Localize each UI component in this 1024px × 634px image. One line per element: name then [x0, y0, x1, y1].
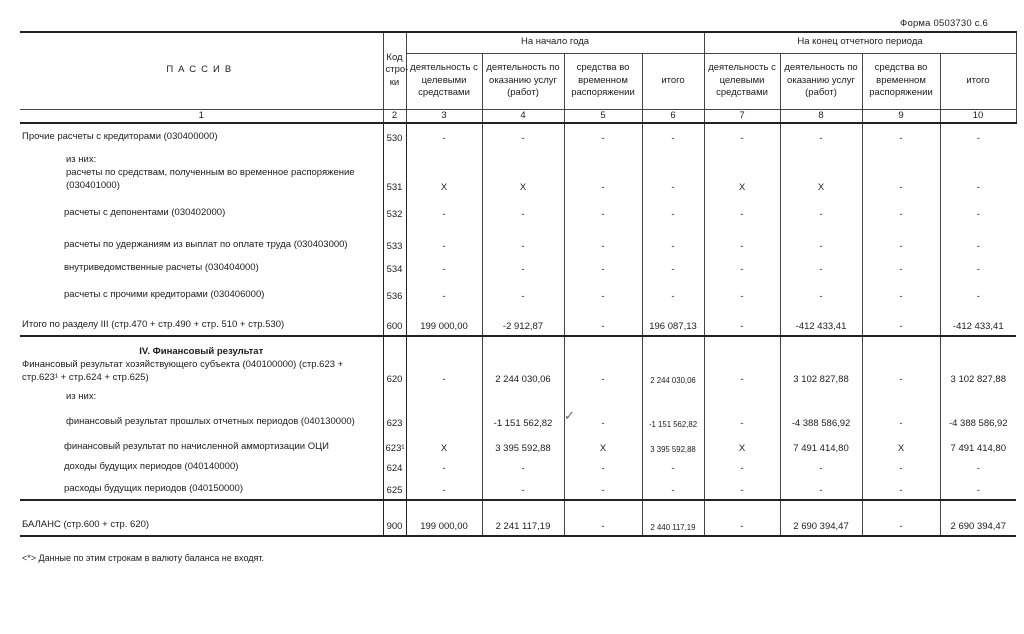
cell-value: 196 087,13	[642, 305, 704, 336]
cell-value: -	[564, 196, 642, 223]
cell-value: X	[406, 147, 482, 196]
cell-value: -	[704, 278, 780, 305]
row-code: 531	[383, 147, 406, 196]
cell-value: -	[564, 123, 642, 147]
column-number: 9	[862, 109, 940, 123]
cell-value: -	[642, 123, 704, 147]
cell-value: -	[862, 336, 940, 388]
cell-value: -	[940, 457, 1016, 477]
cell-value: -	[940, 147, 1016, 196]
column-number: 5	[564, 109, 642, 123]
header-start-targeted: деятельность с целевыми средствами	[406, 53, 482, 109]
column-number: 4	[482, 109, 564, 123]
cell-value: -	[862, 223, 940, 255]
cell-value: -	[862, 123, 940, 147]
header-start-temporary: средства во временном распоряжении	[564, 53, 642, 109]
header-start-total: итого	[642, 53, 704, 109]
cell-value: -	[564, 336, 642, 388]
cell-value: -	[862, 477, 940, 500]
cell-value: -	[780, 223, 862, 255]
row-label: Итого по разделу III (стр.470 + стр.490 + стр. 510 + стр.530)	[20, 305, 383, 336]
cell-value: 199 000,00	[406, 305, 482, 336]
cell-value: -	[564, 255, 642, 278]
column-number: 6	[642, 109, 704, 123]
cell-value: 3 102 827,88	[940, 336, 1016, 388]
balance-table	[20, 31, 1017, 537]
cell-value: -	[780, 123, 862, 147]
cell-value: X	[704, 147, 780, 196]
cell-value: -4 388 586,92	[780, 388, 862, 432]
table-row	[20, 223, 1016, 255]
row-label	[20, 388, 383, 432]
cell-value: 3 395 592,88	[482, 432, 564, 457]
cell-value: -	[780, 255, 862, 278]
table-row	[20, 196, 1016, 223]
cell-value: -	[642, 223, 704, 255]
cell-value: -	[406, 457, 482, 477]
cell-value: -4 388 586,92	[940, 388, 1016, 432]
row-code: 624	[383, 457, 406, 477]
cell-value: 3 395 592,88	[642, 432, 704, 457]
table-row	[20, 336, 1016, 388]
cell-value: -	[862, 500, 940, 536]
cell-value: -	[704, 457, 780, 477]
section-title: IV. Финансовый результат	[139, 346, 264, 358]
cell-value: -	[704, 223, 780, 255]
header-passiv: ПАССИВ	[20, 32, 383, 109]
table-row	[20, 255, 1016, 278]
cell-value: X	[482, 147, 564, 196]
cell-value: -	[704, 255, 780, 278]
column-number: 3	[406, 109, 482, 123]
row-code: 530	[383, 123, 406, 147]
row-prefix: из них:	[66, 390, 97, 402]
row-label: расходы будущих периодов (040150000)	[20, 477, 383, 500]
cell-value: -	[564, 500, 642, 536]
footnote: <*> Данные по этим строкам в валюту баланса не входят.	[22, 553, 264, 563]
row-code: 625	[383, 477, 406, 500]
row-label	[20, 336, 383, 388]
cell-value: -	[642, 196, 704, 223]
row-label	[20, 147, 383, 196]
row-label-text: Финансовый результат хозяйствующего субъекта (040100000) (стр.623 + стр.623¹ + стр.624 + стр.625)	[22, 358, 344, 383]
table-row	[20, 500, 1016, 536]
row-label: Прочие расчеты с кредиторами (030400000)	[22, 130, 218, 142]
column-number-row	[20, 109, 1016, 123]
cell-value: -	[780, 278, 862, 305]
cell-value: -	[564, 457, 642, 477]
cell-value: -	[862, 278, 940, 305]
header-code: Код стро-ки	[383, 32, 406, 109]
header-end-targeted: деятельность с целевыми средствами	[704, 53, 780, 109]
cell-value: -	[564, 147, 642, 196]
cell-value: -	[642, 278, 704, 305]
row-label-text: финансовый результат прошлых отчетных периодов (040130000)	[66, 415, 355, 427]
cell-value: -	[940, 255, 1016, 278]
cell-value: -	[482, 255, 564, 278]
cell-value: X	[406, 432, 482, 457]
cell-value: X	[780, 147, 862, 196]
cell-value	[406, 388, 482, 432]
cell-value: -	[780, 457, 862, 477]
cell-value: -	[482, 196, 564, 223]
row-label: БАЛАНС (стр.600 + стр. 620)	[20, 500, 383, 536]
cell-value: -	[482, 477, 564, 500]
row-label: внутриведомственные расчеты (030404000)	[64, 261, 259, 273]
cell-value: -	[862, 388, 940, 432]
cell-value: -	[564, 477, 642, 500]
row-label: расчеты с депонентами (030402000)	[64, 206, 226, 218]
cell-value: -	[704, 388, 780, 432]
cell-value: -	[406, 196, 482, 223]
row-code: 623¹	[383, 432, 406, 457]
row-code: 532	[383, 196, 406, 223]
cell-value: -	[406, 255, 482, 278]
cell-value: -	[564, 278, 642, 305]
header-end-total: итого	[940, 53, 1016, 109]
cell-value: -	[862, 147, 940, 196]
cell-value: -	[704, 123, 780, 147]
form-reference: Форма 0503730 с.6	[900, 18, 988, 29]
table-row	[20, 432, 1016, 457]
row-label: доходы будущих периодов (040140000)	[64, 460, 239, 472]
header-start-of-year: На начало года	[406, 32, 704, 53]
row-code: 534	[383, 255, 406, 278]
row-code: 623	[383, 388, 406, 432]
cell-value: 199 000,00	[406, 500, 482, 536]
cell-value: -	[482, 123, 564, 147]
table-row	[20, 278, 1016, 305]
row-prefix: из них:	[66, 154, 97, 166]
row-label: расчеты по удержаниям из выплат по оплате труда (030403000)	[64, 238, 348, 250]
cell-value: -	[564, 388, 642, 432]
cell-value: -	[406, 123, 482, 147]
cell-value: 2 244 030,06	[642, 336, 704, 388]
cell-value: X	[862, 432, 940, 457]
column-number: 7	[704, 109, 780, 123]
column-number: 1	[20, 109, 383, 123]
checkmark-icon: ✓	[564, 408, 575, 423]
cell-value: 7 491 414,80	[940, 432, 1016, 457]
cell-value: -	[406, 278, 482, 305]
cell-value: -	[482, 457, 564, 477]
cell-value: -	[780, 196, 862, 223]
cell-value: -	[862, 457, 940, 477]
cell-value: 2 690 394,47	[940, 500, 1016, 536]
header-end-temporary: средства во временном распоряжении	[862, 53, 940, 109]
cell-value: -	[862, 196, 940, 223]
cell-value: -412 433,41	[780, 305, 862, 336]
cell-value: 2 440 117,19	[642, 500, 704, 536]
cell-value: -	[704, 336, 780, 388]
header-start-services: деятельность по оказанию услуг (работ)	[482, 53, 564, 109]
cell-value: -	[940, 196, 1016, 223]
cell-value: -1 151 562,82	[482, 388, 564, 432]
header-end-of-period: На конец отчетного периода	[704, 32, 1016, 53]
cell-value: -	[406, 336, 482, 388]
cell-value: X	[564, 432, 642, 457]
cell-value: -1 151 562,82	[642, 388, 704, 432]
cell-value: 2 241 117,19	[482, 500, 564, 536]
cell-value: -	[940, 477, 1016, 500]
cell-value: -	[642, 147, 704, 196]
cell-value: X	[704, 432, 780, 457]
table-row	[20, 477, 1016, 500]
cell-value: -	[564, 223, 642, 255]
cell-value: -	[940, 123, 1016, 147]
row-code: 536	[383, 278, 406, 305]
cell-value: -2 912,87	[482, 305, 564, 336]
cell-value: -	[564, 305, 642, 336]
header-end-services: деятельность по оказанию услуг (работ)	[780, 53, 862, 109]
cell-value: -	[406, 223, 482, 255]
column-number: 10	[940, 109, 1016, 123]
cell-value: -	[862, 305, 940, 336]
table-row	[20, 147, 1016, 196]
table-row	[20, 388, 1016, 432]
cell-value: -	[940, 223, 1016, 255]
cell-value: -	[482, 278, 564, 305]
cell-value: 2 244 030,06	[482, 336, 564, 388]
cell-value: -	[704, 196, 780, 223]
row-label: финансовый результат по начисленной аммортизации ОЦИ	[64, 440, 329, 452]
cell-value: -	[482, 223, 564, 255]
cell-value: -	[642, 477, 704, 500]
row-code: 900	[383, 500, 406, 536]
cell-value: -	[704, 305, 780, 336]
column-number: 8	[780, 109, 862, 123]
cell-value: 3 102 827,88	[780, 336, 862, 388]
table-row	[20, 123, 1016, 147]
row-label-text: расчеты по средствам, полученным во временное распоряжение (030401000)	[66, 166, 355, 191]
cell-value: -412 433,41	[940, 305, 1016, 336]
cell-value: -	[642, 255, 704, 278]
row-code: 620	[383, 336, 406, 388]
column-number: 2	[383, 109, 406, 123]
row-label: расчеты с прочими кредиторами (030406000)	[64, 288, 265, 300]
table-row	[20, 305, 1016, 336]
cell-value: 7 491 414,80	[780, 432, 862, 457]
cell-value: 2 690 394,47	[780, 500, 862, 536]
row-code: 533	[383, 223, 406, 255]
table-row	[20, 457, 1016, 477]
cell-value: -	[940, 278, 1016, 305]
cell-value: -	[704, 500, 780, 536]
cell-value: -	[862, 255, 940, 278]
row-code: 600	[383, 305, 406, 336]
cell-value: -	[642, 457, 704, 477]
cell-value: -	[704, 477, 780, 500]
cell-value: -	[406, 477, 482, 500]
cell-value: -	[780, 477, 862, 500]
